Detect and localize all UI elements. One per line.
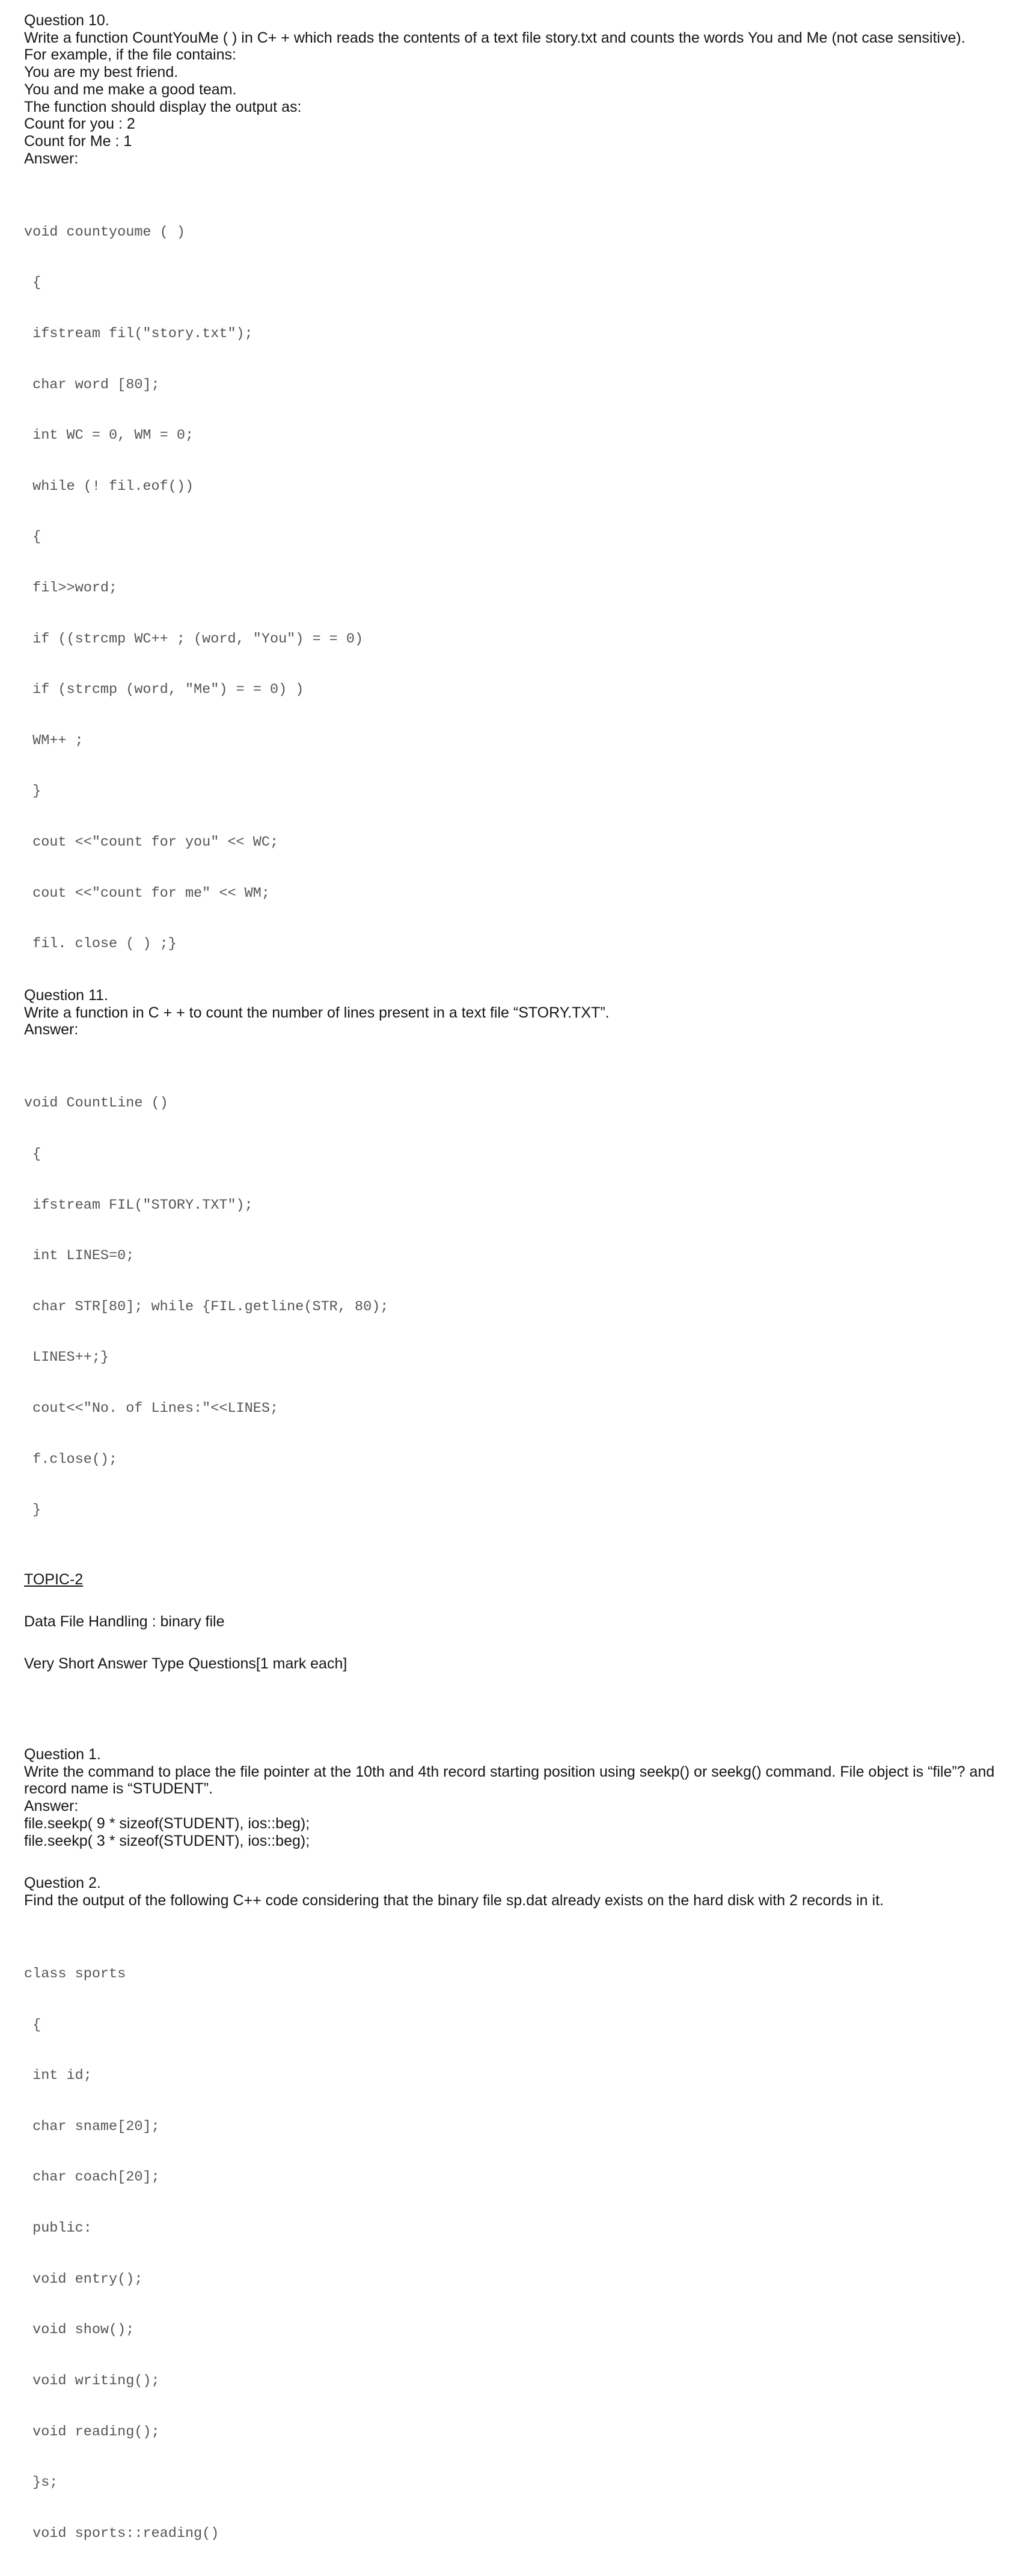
code-line: cout <<"count for you" << WC;: [24, 834, 279, 851]
code-line: void sports::reading(): [24, 2525, 219, 2542]
document-page: [24, 12, 1010, 2576]
answer-label: Answer:: [24, 1798, 79, 1815]
answer-line: file.seekp( 9 * sizeof(STUDENT), ios::beg);: [24, 1814, 310, 1832]
code-line: int LINES=0;: [24, 1248, 135, 1265]
code-line: if ((strcmp WC++ ; (word, "You") = = 0): [24, 630, 364, 647]
question-title: Question 2.: [24, 1875, 101, 1892]
code-line: ifstream FIL("STORY.TXT");: [24, 1197, 253, 1213]
code-line: char coach[20];: [24, 2169, 160, 2186]
code-line: {: [24, 529, 41, 546]
topic-subtitle: Data File Handling : binary file: [24, 1613, 225, 1630]
answer-label: Answer:: [24, 1021, 79, 1039]
code-line: char word [80];: [24, 376, 160, 393]
code-line: f.close();: [24, 1451, 118, 1468]
question-title: Question 10.: [24, 12, 109, 29]
answer-line: file.seekp( 3 * sizeof(STUDENT), ios::beg);: [24, 1832, 310, 1849]
question-text-line: Write a function in C + + to count the number of lines present in a text file “STORY.TXT”.: [24, 1004, 610, 1021]
code-line: void show();: [24, 2322, 135, 2339]
code-line: cout <<"count for me" << WM;: [24, 885, 270, 902]
code-line: char STR[80]; while {FIL.getline(STR, 80);: [24, 1298, 389, 1315]
code-line: char sname[20];: [24, 2118, 160, 2135]
question-text-line: You and me make a good team.: [24, 81, 237, 98]
question-1: [24, 1746, 1010, 1849]
code-line: ifstream fil("story.txt");: [24, 325, 253, 342]
code-line: {: [24, 275, 41, 291]
code-line: }: [24, 1502, 41, 1519]
question-text-line: Count for Me : 1: [24, 132, 132, 150]
code-block: [24, 190, 1010, 987]
code-line: }s;: [24, 2474, 58, 2491]
question-title: Question 11.: [24, 986, 108, 1004]
question-text-line: Write a function CountYouMe ( ) in C+ + which reads the contents of a text file story.txt and counts the words You and Me (not case sensitive).: [24, 29, 965, 46]
code-line: int id;: [24, 2068, 92, 2084]
code-line: fil>>word;: [24, 580, 118, 596]
question-text-line: record name is “STUDENT”.: [24, 1780, 213, 1798]
code-line: if (strcmp (word, "Me") = = 0) ): [24, 682, 304, 698]
code-line: public:: [24, 2220, 92, 2237]
question-text-line: Write the command to place the file pointer at the 10th and 4th record starting position using seekp() or seekg() command. File object is “file”? and: [24, 1763, 995, 1780]
code-block: [24, 1932, 1010, 2576]
code-line: void reading();: [24, 2423, 160, 2440]
code-line: while (! fil.eof()): [24, 478, 194, 495]
answer-label: Answer:: [24, 150, 79, 167]
code-line: cout<<"No. of Lines:"<<LINES;: [24, 1400, 279, 1417]
code-line: void writing();: [24, 2372, 160, 2389]
question-10: [24, 12, 1010, 987]
question-11: [24, 987, 1010, 1553]
code-line: void countyoume ( ): [24, 224, 185, 240]
topic-heading: TOPIC-2: [24, 1570, 84, 1588]
question-text-line: Find the output of the following C++ code considering that the binary file sp.dat already exists on the hard disk with 2 records in it.: [24, 1891, 884, 1909]
question-text-line: Count for you : 2: [24, 115, 135, 133]
code-line: }: [24, 783, 41, 800]
code-line: fil. close ( ) ;}: [24, 936, 177, 953]
code-line: class sports: [24, 1966, 126, 1983]
question-2: [24, 1875, 1010, 2576]
code-line: {: [24, 2016, 41, 2033]
question-text-line: You are my best friend.: [24, 64, 179, 81]
section-heading: Very Short Answer Type Questions[1 mark each]: [24, 1655, 347, 1673]
code-block: [24, 1061, 1010, 1553]
question-text-line: The function should display the output as:: [24, 98, 302, 115]
code-line: WM++ ;: [24, 732, 84, 749]
code-line: void CountLine (): [24, 1095, 168, 1112]
code-line: {: [24, 1146, 41, 1162]
question-title: Question 1.: [24, 1745, 101, 1763]
code-line: int WC = 0, WM = 0;: [24, 427, 194, 444]
code-line: void entry();: [24, 2271, 143, 2288]
question-text-line: For example, if the file contains:: [24, 46, 236, 64]
code-line: LINES++;}: [24, 1349, 109, 1366]
